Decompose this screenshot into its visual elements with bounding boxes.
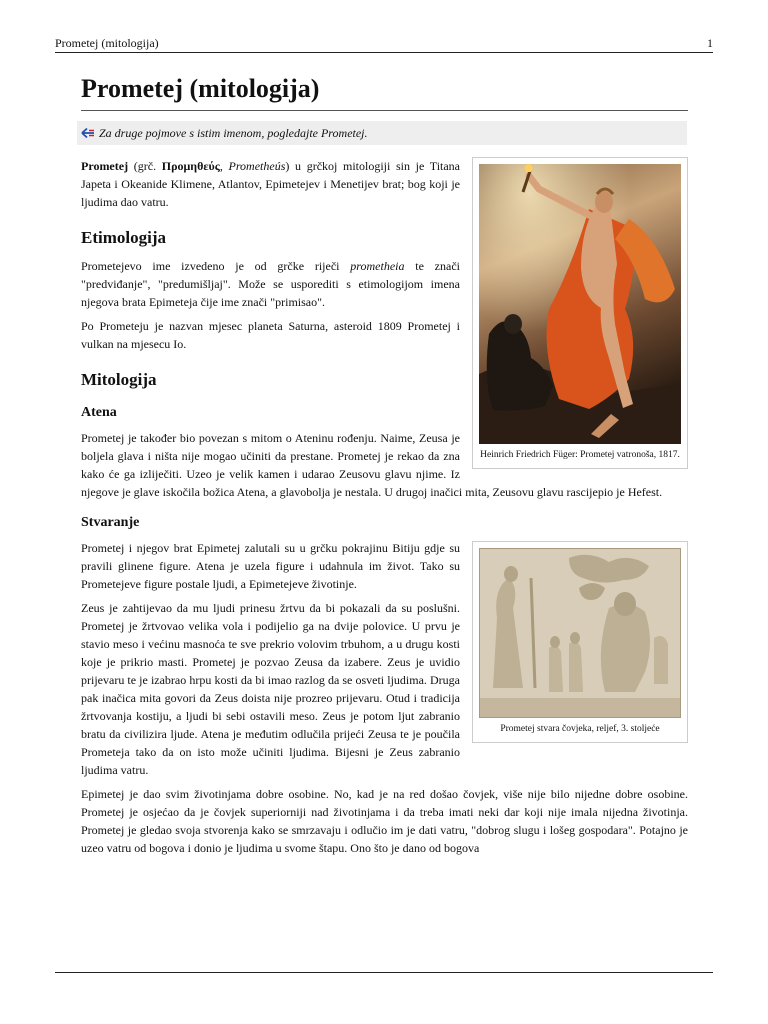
figure-relief	[472, 541, 688, 743]
figure-prometheus-painting	[472, 157, 688, 469]
intro-name: Prometej	[81, 159, 129, 173]
page-number: 1	[707, 36, 713, 50]
intro-text: ) u grčkoj mitologiji sin je Titana Japeta i Okeanide Klimene, Atlantov, Epimetejev i Menetijev brat; bog koji je ljudima dao vatru.	[81, 159, 461, 209]
figure-caption: Prometej stvara čovjeka, reljef, 3. stoljeće	[500, 724, 660, 734]
intro-text: (grč.	[128, 159, 162, 173]
disambiguation-hatnote	[77, 121, 687, 145]
paragraph: Po Prometeju je nazvan mjesec planeta Saturna, asteroid 1809 Prometej i vulkan na mjesecu Io.	[81, 319, 460, 351]
figure-caption: Heinrich Friedrich Füger: Prometej vatronoša, 1817.	[480, 450, 680, 460]
paragraph: Epimetej je dao svim životinjama dobre osobine. No, kad je na red došao čovjek, više nije bilo nijedne dobre osobine. Prometej je osjećao da je čovjek superiorniji nad životinjama i da treba imati neki dar koji nije imala nijedna životinja. Prometej je gledao svoja stvorenja kako se smrzavaju i odlučio im je dati vatru, "dobrog slugu i lošeg gospodara". Potajno je uzeo vatru od bogova i donio je ljudima u svome štapu. Ono što je dano od bogova	[81, 787, 688, 855]
emphasis-text: prometheia	[350, 259, 405, 273]
paragraph: Prometej je također bio povezan s mitom o Ateninu rođenju. Naime, Zeusa je boljela glava i ništa nije mogao učiniti da prestane. Prometej je rekao da zna kako će ga izliječiti. Uzeo je velik kamen i udarao Zeusovu glavu njime. Iz njegove je glave iskočila božica Atena, a glavobolja je nestala. U drugoj inačici mita, Zeusovu glavu rascijepio je Hefest.	[81, 431, 663, 499]
hatnote-text: Za druge pojmove s istim imenom, pogledajte Prometej.	[99, 126, 368, 140]
relief-image	[479, 548, 681, 718]
footer-rule	[55, 972, 713, 973]
section-heading-etimologija: Etimologija	[81, 228, 166, 247]
prometheus-painting-image	[479, 164, 681, 444]
subsection-heading-atena: Atena	[81, 405, 117, 420]
paragraph-text: te znači "predviđanje", "predumišljaj". Može se usporediti s etimologijom imena njegova brata Epimeteja čije ime znači "primisao".	[81, 259, 460, 309]
subsection-heading-stvaranje: Stvaranje	[81, 515, 140, 530]
paragraph: Prometej i njegov brat Epimetej zalutali su u grčku pokrajinu Bitiju gdje su pravili glinene figure. Atena je uzela figure i udahnula im život. Tako su Prometejeve figure postale ljudi, a Epimetejeve životinje.	[81, 541, 460, 591]
paragraph: Zeus je zahtijevao da mu ljudi prinesu žrtvu da bi pokazali da su poslušni. Prometej je žrtvovao velika vola i podijelio ga na dvije polovice. U prvu je stavio meso i većinu masnoća te sve prekrio volovim trbuhom, a u drugu kosti koje je prikrio masti. Prometej je pozvao Zeusa da izabere. Zeus je uvidio prijevaru te je izabrao hrpu kosti da bi imao razlog da se osveti ljudima. Druga pak inačica mita govori da Zeus doista nije prozreo prijevaru. Otud i tradicija žrtvovanja kostiju, a ljudi bi sebi ostavili meso. Zeus je potom ljut zabranio bratu da civilizira ljude. Atena je međutim odlučila prijeći Zeusa te je poučila Prometeja tako da on isto može učiniti ljudima. Bijesni je Zeus zabranio ljudima vatru.	[81, 601, 460, 777]
running-title: Prometej (mitologija)	[55, 36, 159, 50]
paragraph-text: Prometejevo ime izvedeno je od grčke riječi	[81, 259, 351, 273]
article-content	[81, 72, 688, 863]
intro-latin-name: Prometheús	[228, 159, 286, 173]
disambiguation-icon	[81, 127, 95, 139]
intro-greek-name: Προμηθεύς	[161, 159, 220, 173]
running-header	[55, 36, 713, 53]
intro-text: ,	[219, 159, 229, 173]
page-title: Prometej (mitologija)	[81, 72, 688, 111]
section-heading-mitologija: Mitologija	[81, 370, 157, 389]
